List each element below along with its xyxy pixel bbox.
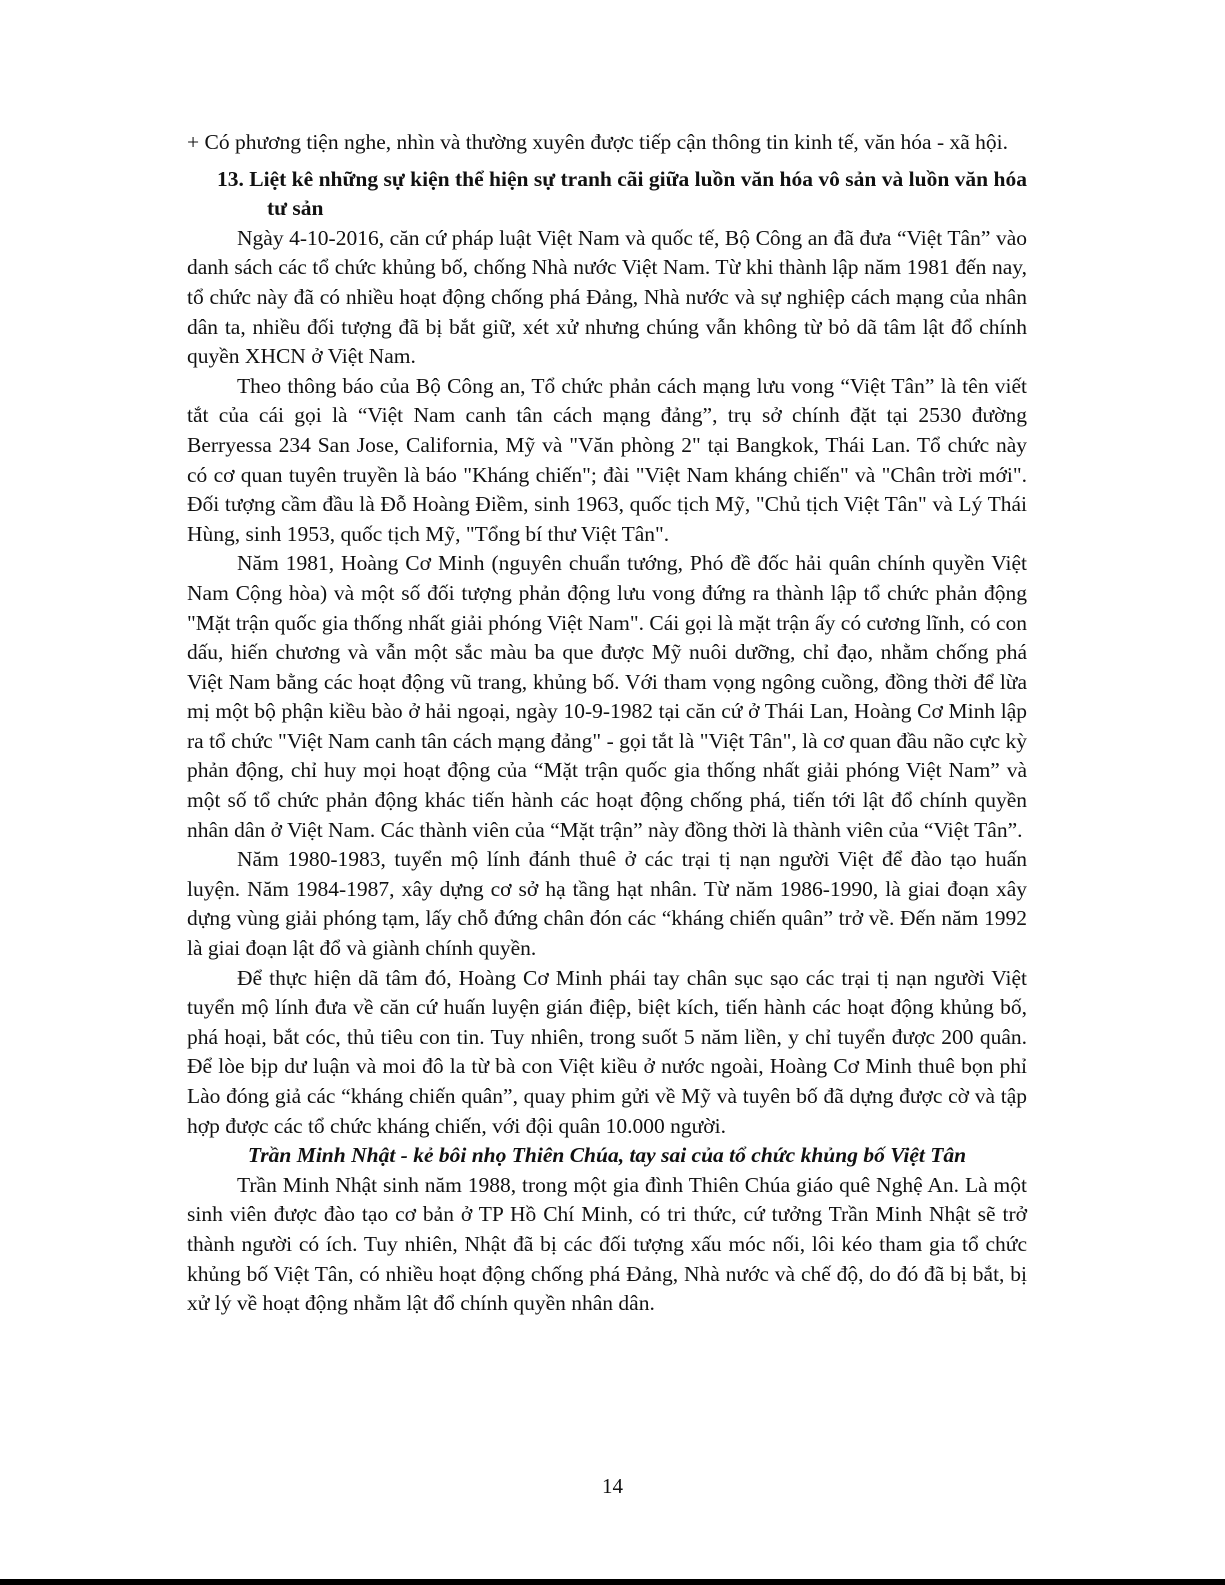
body-paragraph: Trần Minh Nhật sinh năm 1988, trong một gia đình Thiên Chúa giáo quê Nghệ An. Là một sinh viên được đào tạo cơ bản ở TP Hồ Chí Minh, có tri thức, cứ tưởng Trần Minh Nhật sẽ trở thành người có ích. Tuy nhiên, Nhật đã bị các đối tượng xấu móc nối, lôi kéo tham gia tổ chức khủng bố Việt Tân, có nhiều hoạt động chống phá Đảng, Nhà nước và chế độ, do đó đã bị bắt, bị xử lý về hoạt động nhằm lật đổ chính quyền nhân dân. [187,1172,1027,1316]
intro-paragraph: + Có phương tiện nghe, nhìn và thường xuyên được tiếp cận thông tin kinh tế, văn hóa - xã hội. [187,130,1009,154]
body-paragraph: Theo thông báo của Bộ Công an, Tổ chức phản cách mạng lưu vong “Việt Tân” là tên viết tắt của cái gọi là “Việt Nam canh tân cách mạng đảng”, trụ sở chính đặt tại 2530 đường Berryessa 234 San Jose, California, Mỹ và "Văn phòng 2" tại Bangkok, Thái Lan. Tổ chức này có cơ quan tuyên truyền là báo "Kháng chiến"; đài "Việt Nam kháng chiến" và "Chân trời mới". Đối tượng cầm đầu là Đỗ Hoàng Điềm, sinh 1963, quốc tịch Mỹ, "Chủ tịch Việt Tân" và Lý Thái Hùng, sinh 1953, quốc tịch Mỹ, "Tổng bí thư Việt Tân". [187,373,1027,546]
body-paragraph: Để thực hiện dã tâm đó, Hoàng Cơ Minh phái tay chân sục sạo các trại tị nạn người Việt tuyển mộ lính đưa về căn cứ huấn luyện gián điệp, biệt kích, tiến hành các hoạt động khủng bố, phá hoại, bắt cóc, thủ tiêu con tin. Tuy nhiên, trong suốt 5 năm liền, y chỉ tuyển được 200 quân. Để lòe bịp dư luận và moi đô la từ bà con Việt kiều ở nước ngoài, Hoàng Cơ Minh thuê bọn phỉ Lào đóng giả các “kháng chiến quân”, quay phim gửi về Mỹ và tuyên bố đã dựng được cờ và tập hợp được các tổ chức kháng chiến, với đội quân 10.000 người. [187,965,1027,1138]
section-heading: 13. Liệt kê những sự kiện thể hiện sự tranh cãi giữa luồn văn hóa vô sản và luồn văn hóa tư sản [217,166,1027,221]
bottom-border [0,1579,1225,1585]
page-number: 14 [602,1474,623,1498]
body-paragraph: Năm 1981, Hoàng Cơ Minh (nguyên chuẩn tướng, Phó đề đốc hải quân chính quyền Việt Nam Cộng hòa) và một số đối tượng phản động lưu vong đứng ra thành lập tổ chức phản động "Mặt trận quốc gia thống nhất giải phóng Việt Nam". Cái gọi là mặt trận ấy có cương lĩnh, có con dấu, hiến chương và vẫn một sắc màu ba que được Mỹ nuôi dưỡng, chỉ đạo, nhằm chống phá Việt Nam bằng các hoạt động vũ trang, khủng bố. Với tham vọng ngông cuồng, đồng thời để lừa mị một bộ phận kiều bào ở hải ngoại, ngày 10-9-1982 tại căn cứ ở Thái Lan, Hoàng Cơ Minh lập ra tổ chức "Việt Nam canh tân cách mạng đảng" - gọi tắt là "Việt Tân", là cơ quan đầu não cực kỳ phản động, chỉ huy mọi hoạt động của “Mặt trận quốc gia thống nhất giải phóng Việt Nam” và một số tổ chức phản động khác tiến hành các hoạt động chống phá, tiến tới lật đổ chính quyền nhân dân ở Việt Nam. Các thành viên của “Mặt trận” này đồng thời là thành viên của “Việt Tân”. [187,551,1027,842]
document-page [187,128,1027,1319]
body-paragraph: Năm 1980-1983, tuyển mộ lính đánh thuê ở các trại tị nạn người Việt để đào tạo huấn luyện. Năm 1984-1987, xây dựng cơ sở hạ tầng hạt nhân. Từ năm 1986-1990, là giai đoạn xây dựng vùng giải phóng tạm, lấy chỗ đứng chân đón các “kháng chiến quân” trở về. Đến năm 1992 là giai đoạn lật đổ và giành chính quyền. [187,847,1027,961]
body-paragraph: Ngày 4-10-2016, căn cứ pháp luật Việt Nam và quốc tế, Bộ Công an đã đưa “Việt Tân” vào danh sách các tổ chức khủng bố, chống Nhà nước Việt Nam. Từ khi thành lập năm 1981 đến nay, tổ chức này đã có nhiều hoạt động chống phá Đảng, Nhà nước và sự nghiệp cách mạng của nhân dân ta, nhiều đối tượng đã bị bắt giữ, xét xử nhưng chúng vẫn không từ bỏ dã tâm lật đổ chính quyền XHCN ở Việt Nam. [187,225,1027,369]
subsection-heading: Trần Minh Nhật - kẻ bôi nhọ Thiên Chúa, tay sai của tổ chức khủng bố Việt Tân [247,1143,967,1168]
